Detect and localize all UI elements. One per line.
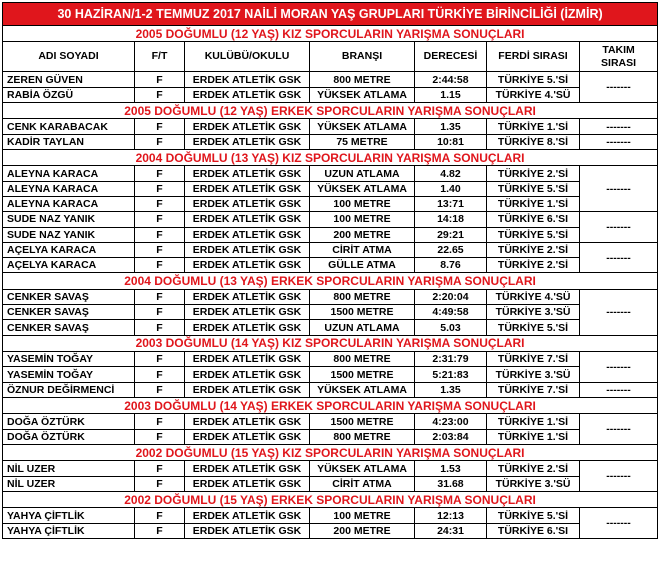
section-header-row	[3, 335, 658, 351]
ft-cell: F	[135, 414, 185, 429]
table-row	[3, 258, 658, 273]
table-row	[3, 523, 658, 538]
rank-cell: TÜRKİYE 1.'Sİ	[487, 119, 580, 134]
rank-cell: TÜRKİYE 5.'Sİ	[487, 181, 580, 196]
section-header-row	[3, 102, 658, 118]
club-cell: ERDEK ATLETİK GSK	[185, 523, 310, 538]
club-cell: ERDEK ATLETİK GSK	[185, 72, 310, 87]
table-row	[3, 352, 658, 367]
mark-cell: 1.35	[415, 119, 487, 134]
section-title: 2002 DOĞUMLU (15 YAŞ) ERKEK SPORCULARIN YARIŞMA SONUÇLARI	[3, 491, 658, 507]
club-cell: ERDEK ATLETİK GSK	[185, 476, 310, 491]
ft-cell: F	[135, 166, 185, 181]
club-cell: ERDEK ATLETİK GSK	[185, 414, 310, 429]
athlete-name: ALEYNA KARACA	[3, 166, 135, 181]
athlete-name: YASEMİN TOĞAY	[3, 367, 135, 382]
header-event: BRANŞI	[310, 42, 415, 72]
mark-cell: 5:21:83	[415, 367, 487, 382]
ft-cell: F	[135, 119, 185, 134]
event-cell: 100 METRE	[310, 196, 415, 211]
mark-cell: 1.53	[415, 461, 487, 476]
ft-cell: F	[135, 72, 185, 87]
table-row	[3, 119, 658, 134]
rank-cell: TÜRKİYE 1.'Sİ	[487, 414, 580, 429]
ft-cell: F	[135, 476, 185, 491]
club-cell: ERDEK ATLETİK GSK	[185, 258, 310, 273]
ft-cell: F	[135, 258, 185, 273]
table-row	[3, 87, 658, 102]
event-cell: YÜKSEK ATLAMA	[310, 382, 415, 397]
section-title: 2003 DOĞUMLU (14 YAŞ) ERKEK SPORCULARIN YARIŞMA SONUÇLARI	[3, 398, 658, 414]
athlete-name: YAHYA ÇİFTLİK	[3, 523, 135, 538]
mark-cell: 14:18	[415, 212, 487, 227]
athlete-name: SUDE NAZ YANIK	[3, 212, 135, 227]
team-rank-cell: -------	[580, 72, 658, 103]
section-title: 2005 DOĞUMLU (12 YAŞ) KIZ SPORCULARIN YARIŞMA SONUÇLARI	[3, 26, 658, 42]
table-row	[3, 476, 658, 491]
ft-cell: F	[135, 367, 185, 382]
section-header-row	[3, 149, 658, 165]
rank-cell: TÜRKİYE 2.'Sİ	[487, 258, 580, 273]
ft-cell: F	[135, 212, 185, 227]
club-cell: ERDEK ATLETİK GSK	[185, 320, 310, 335]
team-rank-cell: -------	[580, 352, 658, 383]
mark-cell: 10:81	[415, 134, 487, 149]
ft-cell: F	[135, 461, 185, 476]
table-row	[3, 196, 658, 211]
section-title: 2002 DOĞUMLU (15 YAŞ) KIZ SPORCULARIN YARIŞMA SONUÇLARI	[3, 444, 658, 460]
athlete-name: RABİA ÖZGÜ	[3, 87, 135, 102]
team-rank-cell: -------	[580, 119, 658, 134]
athlete-name: YASEMİN TOĞAY	[3, 352, 135, 367]
table-row	[3, 320, 658, 335]
ft-cell: F	[135, 508, 185, 523]
header-name: ADI SOYADI	[3, 42, 135, 72]
event-cell: 100 METRE	[310, 508, 415, 523]
mark-cell: 2:31:79	[415, 352, 487, 367]
ft-cell: F	[135, 134, 185, 149]
header-mark: DERECESİ	[415, 42, 487, 72]
rank-cell: TÜRKİYE 6.'SI	[487, 523, 580, 538]
club-cell: ERDEK ATLETİK GSK	[185, 367, 310, 382]
athlete-name: NİL UZER	[3, 476, 135, 491]
athlete-name: ZEREN GÜVEN	[3, 72, 135, 87]
ft-cell: F	[135, 305, 185, 320]
table-row	[3, 305, 658, 320]
club-cell: ERDEK ATLETİK GSK	[185, 166, 310, 181]
mark-cell: 4.82	[415, 166, 487, 181]
event-cell: 100 METRE	[310, 212, 415, 227]
team-rank-cell: -------	[580, 461, 658, 492]
event-cell: 800 METRE	[310, 352, 415, 367]
header-team: TAKIM SIRASI	[580, 42, 658, 72]
ft-cell: F	[135, 181, 185, 196]
athlete-name: ALEYNA KARACA	[3, 181, 135, 196]
club-cell: ERDEK ATLETİK GSK	[185, 508, 310, 523]
club-cell: ERDEK ATLETİK GSK	[185, 461, 310, 476]
event-cell: CİRİT ATMA	[310, 476, 415, 491]
mark-cell: 4:23:00	[415, 414, 487, 429]
rank-cell: TÜRKİYE 5.'Sİ	[487, 508, 580, 523]
ft-cell: F	[135, 227, 185, 242]
rank-cell: TÜRKİYE 5.'Sİ	[487, 227, 580, 242]
mark-cell: 12:13	[415, 508, 487, 523]
team-rank-cell: -------	[580, 134, 658, 149]
club-cell: ERDEK ATLETİK GSK	[185, 352, 310, 367]
section-header-row	[3, 444, 658, 460]
athlete-name: AÇELYA KARACA	[3, 242, 135, 257]
event-cell: UZUN ATLAMA	[310, 166, 415, 181]
mark-cell: 2:44:58	[415, 72, 487, 87]
event-cell: GÜLLE ATMA	[310, 258, 415, 273]
section-title: 2004 DOĞUMLU (13 YAŞ) KIZ SPORCULARIN YARIŞMA SONUÇLARI	[3, 149, 658, 165]
event-cell: 1500 METRE	[310, 305, 415, 320]
event-cell: 75 METRE	[310, 134, 415, 149]
team-rank-cell: -------	[580, 508, 658, 539]
event-cell: 1500 METRE	[310, 414, 415, 429]
club-cell: ERDEK ATLETİK GSK	[185, 382, 310, 397]
ft-cell: F	[135, 320, 185, 335]
rank-cell: TÜRKİYE 7.'Sİ	[487, 352, 580, 367]
page-title: 30 HAZİRAN/1-2 TEMMUZ 2017 NAİLİ MORAN YAŞ GRUPLARI TÜRKİYE BİRİNCİLİĞİ (İZMİR)	[3, 3, 658, 26]
results-table-body	[3, 3, 658, 539]
table-row	[3, 134, 658, 149]
mark-cell: 1.40	[415, 181, 487, 196]
event-cell: 800 METRE	[310, 289, 415, 304]
athlete-name: ÖZNUR DEĞİRMENCİ	[3, 382, 135, 397]
mark-cell: 31.68	[415, 476, 487, 491]
table-row	[3, 508, 658, 523]
athlete-name: DOĞA ÖZTÜRK	[3, 429, 135, 444]
rank-cell: TÜRKİYE 1.'Sİ	[487, 196, 580, 211]
team-rank-cell: -------	[580, 242, 658, 273]
athlete-name: CENKER SAVAŞ	[3, 320, 135, 335]
table-row	[3, 414, 658, 429]
team-rank-cell: -------	[580, 414, 658, 445]
ft-cell: F	[135, 242, 185, 257]
table-row	[3, 367, 658, 382]
section-header-row	[3, 26, 658, 42]
table-row	[3, 72, 658, 87]
rank-cell: TÜRKİYE 8.'Sİ	[487, 134, 580, 149]
athlete-name: AÇELYA KARACA	[3, 258, 135, 273]
athlete-name: YAHYA ÇİFTLİK	[3, 508, 135, 523]
rank-cell: TÜRKİYE 2.'Sİ	[487, 461, 580, 476]
table-row	[3, 181, 658, 196]
mark-cell: 2:20:04	[415, 289, 487, 304]
club-cell: ERDEK ATLETİK GSK	[185, 289, 310, 304]
rank-cell: TÜRKİYE 5.'Sİ	[487, 72, 580, 87]
athlete-name: DOĞA ÖZTÜRK	[3, 414, 135, 429]
event-cell: YÜKSEK ATLAMA	[310, 87, 415, 102]
club-cell: ERDEK ATLETİK GSK	[185, 227, 310, 242]
mark-cell: 8.76	[415, 258, 487, 273]
ft-cell: F	[135, 289, 185, 304]
table-row	[3, 429, 658, 444]
athlete-name: CENKER SAVAŞ	[3, 289, 135, 304]
event-cell: 800 METRE	[310, 429, 415, 444]
event-cell: YÜKSEK ATLAMA	[310, 461, 415, 476]
rank-cell: TÜRKİYE 2.'Sİ	[487, 166, 580, 181]
athlete-name: CENKER SAVAŞ	[3, 305, 135, 320]
ft-cell: F	[135, 87, 185, 102]
club-cell: ERDEK ATLETİK GSK	[185, 181, 310, 196]
rank-cell: TÜRKİYE 7.'Sİ	[487, 382, 580, 397]
rank-cell: TÜRKİYE 1.'Sİ	[487, 429, 580, 444]
athlete-name: NİL UZER	[3, 461, 135, 476]
ft-cell: F	[135, 523, 185, 538]
mark-cell: 1.35	[415, 382, 487, 397]
table-row	[3, 166, 658, 181]
ft-cell: F	[135, 382, 185, 397]
ft-cell: F	[135, 196, 185, 211]
rank-cell: TÜRKİYE 4.'SÜ	[487, 289, 580, 304]
event-cell: YÜKSEK ATLAMA	[310, 181, 415, 196]
table-row	[3, 242, 658, 257]
athlete-name: KADİR TAYLAN	[3, 134, 135, 149]
athlete-name: CENK KARABACAK	[3, 119, 135, 134]
title-row	[3, 3, 658, 26]
mark-cell: 13:71	[415, 196, 487, 211]
club-cell: ERDEK ATLETİK GSK	[185, 119, 310, 134]
results-table	[2, 2, 658, 539]
event-cell: UZUN ATLAMA	[310, 320, 415, 335]
column-header-row	[3, 42, 658, 72]
rank-cell: TÜRKİYE 4.'SÜ	[487, 87, 580, 102]
section-header-row	[3, 491, 658, 507]
event-cell: 200 METRE	[310, 523, 415, 538]
header-club: KULÜBÜ/OKULU	[185, 42, 310, 72]
section-header-row	[3, 273, 658, 289]
event-cell: 1500 METRE	[310, 367, 415, 382]
mark-cell: 22.65	[415, 242, 487, 257]
athlete-name: SUDE NAZ YANIK	[3, 227, 135, 242]
mark-cell: 4:49:58	[415, 305, 487, 320]
table-row	[3, 461, 658, 476]
rank-cell: TÜRKİYE 6.'SI	[487, 212, 580, 227]
team-rank-cell: -------	[580, 289, 658, 335]
ft-cell: F	[135, 352, 185, 367]
ft-cell: F	[135, 429, 185, 444]
rank-cell: TÜRKİYE 5.'Sİ	[487, 320, 580, 335]
club-cell: ERDEK ATLETİK GSK	[185, 212, 310, 227]
header-rank: FERDİ SIRASI	[487, 42, 580, 72]
club-cell: ERDEK ATLETİK GSK	[185, 87, 310, 102]
table-row	[3, 289, 658, 304]
rank-cell: TÜRKİYE 2.'Sİ	[487, 242, 580, 257]
section-header-row	[3, 398, 658, 414]
mark-cell: 1.15	[415, 87, 487, 102]
club-cell: ERDEK ATLETİK GSK	[185, 429, 310, 444]
mark-cell: 29:21	[415, 227, 487, 242]
section-title: 2005 DOĞUMLU (12 YAŞ) ERKEK SPORCULARIN YARIŞMA SONUÇLARI	[3, 102, 658, 118]
team-rank-cell: -------	[580, 382, 658, 397]
event-cell: YÜKSEK ATLAMA	[310, 119, 415, 134]
club-cell: ERDEK ATLETİK GSK	[185, 196, 310, 211]
athlete-name: ALEYNA KARACA	[3, 196, 135, 211]
header-ft: F/T	[135, 42, 185, 72]
rank-cell: TÜRKİYE 3.'SÜ	[487, 367, 580, 382]
table-row	[3, 212, 658, 227]
mark-cell: 5.03	[415, 320, 487, 335]
club-cell: ERDEK ATLETİK GSK	[185, 134, 310, 149]
event-cell: CİRİT ATMA	[310, 242, 415, 257]
section-title: 2004 DOĞUMLU (13 YAŞ) ERKEK SPORCULARIN YARIŞMA SONUÇLARI	[3, 273, 658, 289]
rank-cell: TÜRKİYE 3.'SÜ	[487, 476, 580, 491]
section-title: 2003 DOĞUMLU (14 YAŞ) KIZ SPORCULARIN YARIŞMA SONUÇLARI	[3, 335, 658, 351]
mark-cell: 24:31	[415, 523, 487, 538]
event-cell: 200 METRE	[310, 227, 415, 242]
mark-cell: 2:03:84	[415, 429, 487, 444]
table-row	[3, 382, 658, 397]
team-rank-cell: -------	[580, 166, 658, 212]
team-rank-cell: -------	[580, 212, 658, 243]
event-cell: 800 METRE	[310, 72, 415, 87]
club-cell: ERDEK ATLETİK GSK	[185, 242, 310, 257]
table-row	[3, 227, 658, 242]
rank-cell: TÜRKİYE 3.'SÜ	[487, 305, 580, 320]
club-cell: ERDEK ATLETİK GSK	[185, 305, 310, 320]
